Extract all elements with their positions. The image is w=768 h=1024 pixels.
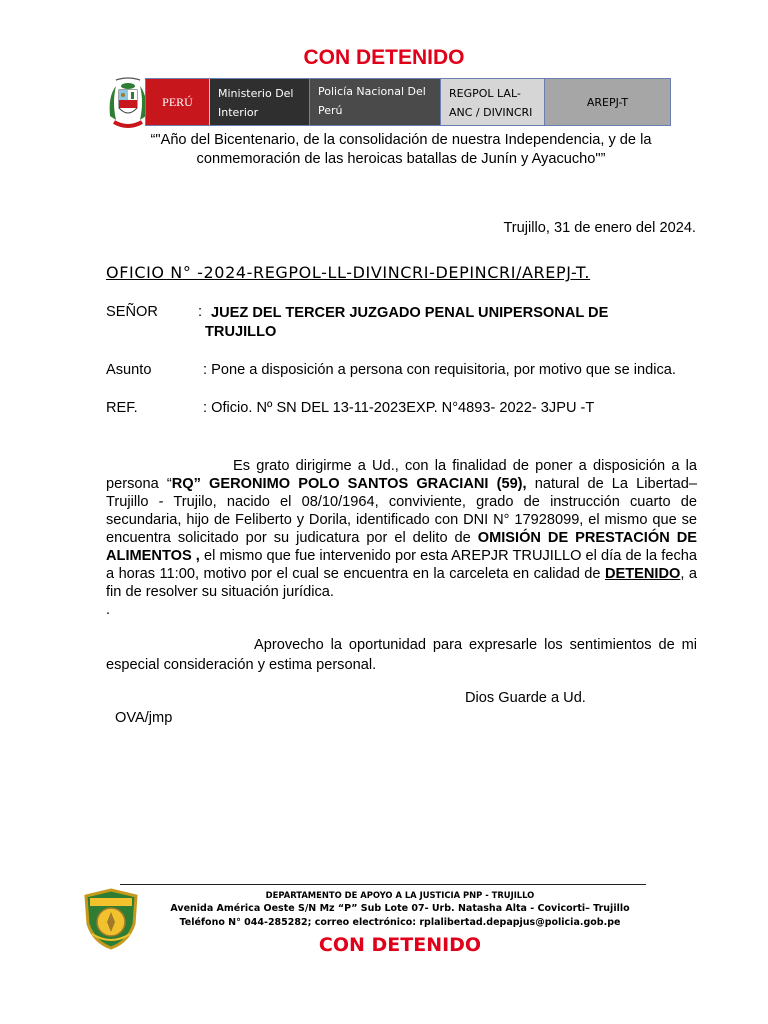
body-delito: OMISIÓN DE PRESTACIÓN DE ALIMENTOS , [106,530,697,564]
header-ministerio: Ministerio Del Interior [209,79,309,125]
header-arepj: AREPJ-T [544,79,670,125]
bottom-banner-con-detenido: CON DETENIDO [318,934,482,956]
body-end: , a fin de resolver su situación jurídica. [106,566,697,600]
body-dot: . [106,602,111,618]
footer-divider [120,884,646,885]
senor-value: JUEZ DEL TERCER JUZGADO PENAL UNIPERSONAL DE TRUJILLO [205,305,609,340]
ref-label: REF. [106,400,138,416]
dios-guarde: Dios Guarde a Ud. [465,690,586,706]
footer-address [165,888,635,930]
footer-department: DEPARTAMENTO DE APOYO A LA JUSTICIA PNP - TRUJILLO [265,890,535,900]
header-regpol: REGPOL LAL-ANC / DIVINCRI [440,79,544,125]
header-policia: Policía Nacional Del Perú [309,79,440,125]
asunto-label: Asunto [106,362,152,378]
body-intervention: el mismo que fue intervenido por esta AREPJR TRUJILLO el día de la fecha a horas 11:00, motivo por el cual se encuentra en la carceleta en calidad de [106,548,697,582]
oficio-number: OFICIO N° -2024-REGPOL-LL-DIVINCRI-DEPINCRI/AREPJ-T. [106,263,591,282]
police-badge-icon [82,888,140,950]
body-intro: Es grato dirigirme a Ud., con la finalidad de poner a disposición a la persona “ [106,458,697,492]
author-initials: OVA/jmp [115,710,173,726]
institution-header-bar [145,78,671,126]
footer-contact: Teléfono N° 044-285282; correo electrónico: rplalibertad.depapjus@policia.gob.pe [179,917,621,928]
footer-address-line: Avenida América Oeste S/N Mz “P” Sub Lote 07- Urb. Natasha Alta - Covicorti– Trujillo [170,903,630,914]
closing-text: Aprovecho la oportunidad para expresarle los sentimientos de mi especial consideración y estima personal. [106,637,697,673]
body-details: natural de La Libertad–Trujillo - Trujilo, nacido el 08/10/1964, conviviente, grado de instrucción cuarto de secundaria, hijo de Feliberto y Dorila, identificado con DNI N° 17928099, el mismo que se encuentra solicitado por su judicatura por el delito de [106,476,697,546]
year-motto: “"Año del Bicentenario, de la consolidación de nuestra Independencia, y de la conmemoración de las heroicas batallas de Junín y Ayacucho"” [150,132,652,167]
ref-value: : Oficio. Nº SN DEL 13-11-2023EXP. N°4893- 2022- 3JPU -T [203,400,595,416]
body-person: RQ” GERONIMO POLO SANTOS GRACIANI (59), [171,476,527,492]
asunto-value: : Pone a disposición a persona con requisitoria, por motivo que se indica. [203,362,676,378]
senor-colon: : [198,304,203,320]
closing-paragraph [106,635,697,675]
peru-coat-of-arms-icon [106,76,150,130]
document-date: Trujillo, 31 de enero del 2024. [503,220,696,236]
header-peru: PERÚ [146,79,209,125]
body-paragraph [106,457,697,619]
body-detenido: DETENIDO [604,566,681,582]
top-banner-con-detenido: CON DETENIDO [303,46,465,69]
senor-label: SEÑOR [106,304,158,320]
